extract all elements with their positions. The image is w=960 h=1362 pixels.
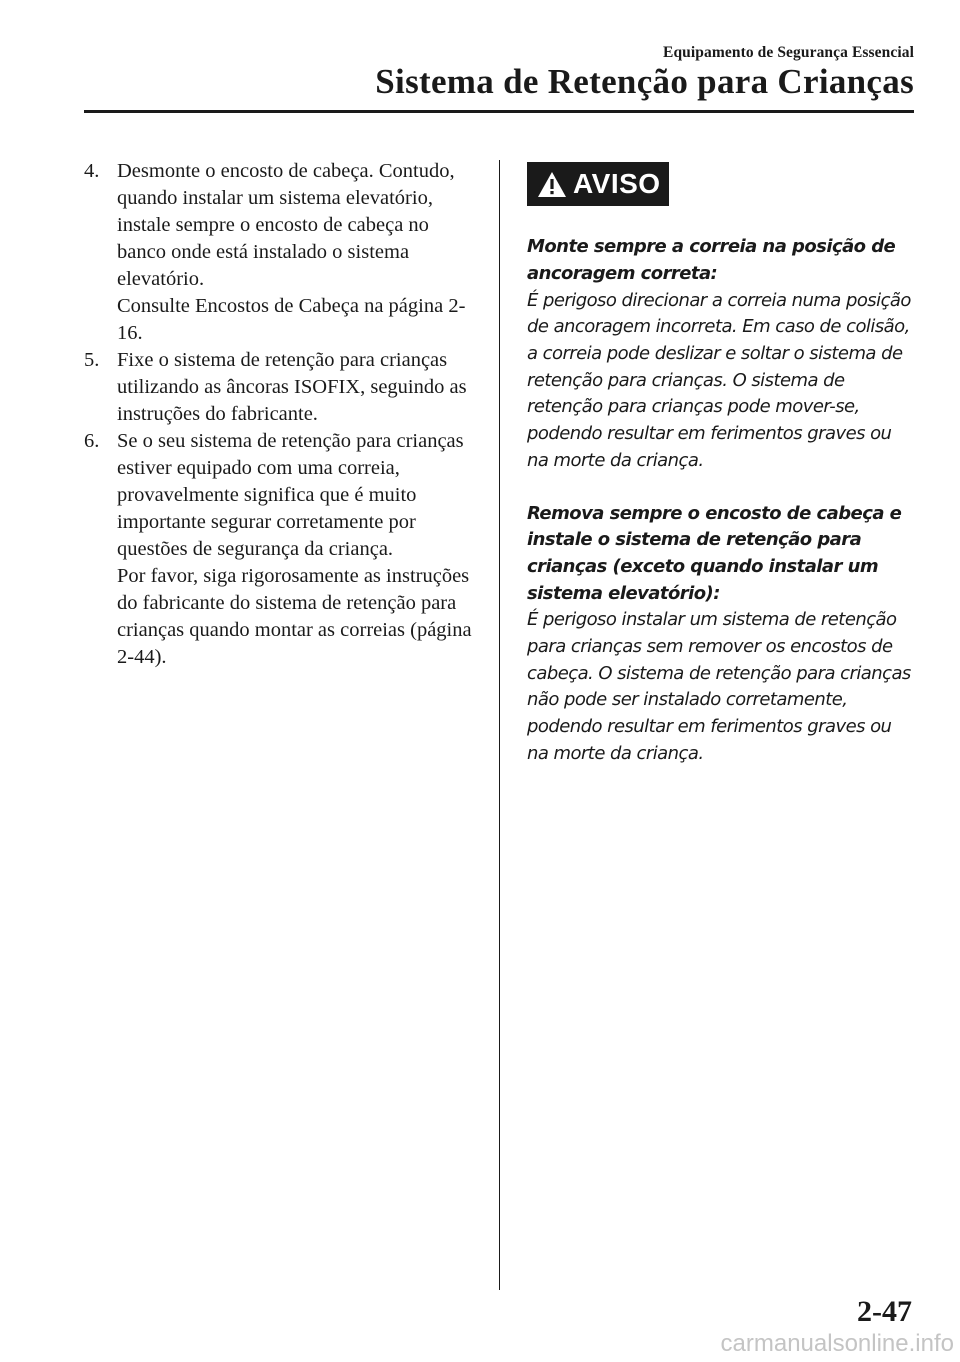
warning-label: AVISO [573, 167, 661, 199]
step-number: 5. [84, 349, 100, 371]
warning-text: É perigoso instalar um sistema de retenção para crianças sem remover os encostos de cabeça. O sistema de retenção para crianças não pode ser instalado corretamente, podendo resultar em ferimentos graves ou na morte da criança. [527, 609, 911, 764]
warning-section [527, 162, 917, 768]
step-item [84, 158, 476, 347]
warning-heading: Remova sempre o encosto de cabeça e instale o sistema de retenção para crianças (exceto quando instalar um sistema elevatório): [527, 502, 902, 604]
step-paragraph: Por favor, siga rigorosamente as instruções do fabricante do sistema de retenção para crianças quando montar as correias (página 2-44). [117, 565, 472, 668]
step-paragraph: Consulte Encostos de Cabeça na página 2-16. [117, 295, 466, 344]
step-body [117, 428, 476, 671]
step-paragraph: Desmonte o encosto de cabeça. Contudo, quando instalar um sistema elevatório, instale sempre o encosto de cabeça no banco onde está instalado o sistema elevatório. [117, 160, 455, 290]
instruction-list [84, 158, 476, 671]
warning-badge [527, 162, 669, 206]
page-title: Sistema de Retenção para Crianças [375, 62, 914, 101]
column-divider [499, 160, 500, 1290]
step-paragraph: Se o seu sistema de retenção para crianças estiver equipado com uma correia, provavelmente significa que é muito importante segurar corretamente por questões de segurança da criança. [117, 430, 464, 560]
warning-triangle-icon [537, 171, 567, 198]
watermark: carmanualsonline.info [720, 1330, 954, 1357]
warning-block [527, 501, 917, 768]
step-number: 6. [84, 430, 100, 452]
step-item [84, 347, 476, 428]
header-subtitle: Equipamento de Segurança Essencial [663, 44, 914, 61]
warning-block [527, 234, 917, 474]
step-item [84, 428, 476, 671]
step-body [117, 158, 476, 347]
page-number: 2-47 [857, 1295, 912, 1328]
step-paragraph: Fixe o sistema de retenção para crianças utilizando as âncoras ISOFIX, seguindo as instruções do fabricante. [117, 349, 467, 425]
step-number: 4. [84, 160, 100, 182]
header-rule [84, 110, 914, 113]
warning-text: É perigoso direcionar a correia numa posição de ancoragem incorreta. Em caso de colisão, a correia pode deslizar e soltar o sistema de retenção para crianças. O sistema de retenção para crianças pode mover-se, podendo resultar em ferimentos graves ou na morte da criança. [527, 289, 911, 471]
step-body [117, 347, 476, 428]
warning-heading: Monte sempre a correia na posição de ancoragem correta: [527, 236, 896, 284]
